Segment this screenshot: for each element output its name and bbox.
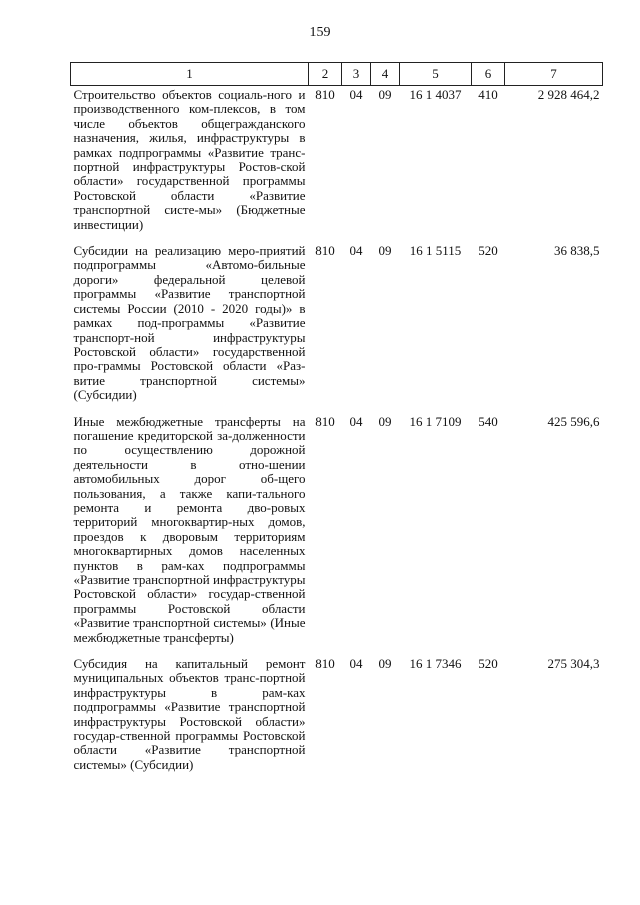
table-row: [71, 413, 603, 656]
column-header: 1: [71, 63, 309, 86]
amount: 2 928 464,2: [537, 87, 600, 102]
section-code: 04: [349, 656, 363, 672]
column-header: 2: [309, 63, 342, 86]
header-row: [71, 63, 603, 86]
expense-type-code: 540: [478, 413, 498, 429]
column-header: 7: [505, 63, 603, 86]
subsection-code: 09: [378, 243, 392, 259]
table-row: [71, 655, 603, 782]
target-article-code: 16 1 4037: [409, 87, 462, 102]
section-code: 04: [349, 243, 363, 259]
ministry-code: 810: [315, 243, 335, 259]
amount: 36 838,5: [554, 243, 600, 259]
ministry-code: 810: [315, 413, 335, 429]
ministry-code: 810: [315, 87, 335, 102]
subsection-code: 09: [378, 656, 392, 672]
target-article-code: 16 1 5115: [409, 243, 462, 259]
target-article-code: 16 1 7109: [409, 413, 462, 429]
amount: 425 596,6: [547, 413, 600, 429]
row-description: Субсидии на реализацию меро-приятий подпрограммы «Автомо-бильные дороги» федеральной целевой программы «Развитие транспортной системы России (2010 - 2020 годы)» в рамках под-программы «Развитие транспорт-ной инфраструктуры Ростовской области» государственной про-граммы Ростовской области «Раз-витие транспортной системы» (Субсидии): [73, 243, 306, 403]
row-description: Иные межбюджетные трансферты на погашение кредиторской за-долженности по осуществлению дорожной деятельности в отно-шении автомобильных дорог об-щего пользования, а также капи-тального ремонта и ремонта дво-ровых территорий многоквартир-ных домов, проездов к дворовым территориям многоквартирных домов населенных пунктов в рам-ках подпрограммы «Развитие транспортной инфраструктуры Ростовской области» государ-ственной программы Ростовской области «Развитие транспортной системы» (Иные межбюджетные трансферты): [73, 413, 306, 645]
section-code: 04: [349, 413, 363, 429]
column-header: 5: [400, 63, 472, 86]
column-header: 4: [371, 63, 400, 86]
table-row: [71, 86, 603, 243]
section-code: 04: [349, 87, 363, 102]
budget-table: [70, 62, 603, 782]
subsection-code: 09: [378, 87, 392, 102]
ministry-code: 810: [315, 656, 335, 672]
column-header: 6: [472, 63, 505, 86]
table-row: [71, 242, 603, 412]
row-description: Строительство объектов социаль-ного и производственного ком-плексов, в том числе объектов общегражданского назначения, жилья, инфраструктуры в рамках подпрограммы «Развитие транс-портной инфраструктуры Ростов-ской области» государственной программы Ростовской области «Развитие транспортной систе-мы» (Бюджетные инвестиции): [73, 87, 306, 232]
target-article-code: 16 1 7346: [409, 656, 462, 672]
row-description: Субсидия на капитальный ремонт муниципальных объектов транс-портной инфраструктуры в рам-ках подпрограммы «Развитие транспортной инфраструктуры Ростовской области» государ-ственной программы Ростовской области «Развитие транспортной системы» (Субсидии): [73, 656, 306, 772]
expense-type-code: 520: [478, 243, 498, 259]
expense-type-code: 520: [478, 656, 498, 672]
subsection-code: 09: [378, 413, 392, 429]
page-number: 159: [309, 25, 331, 40]
amount: 275 304,3: [547, 656, 600, 672]
expense-type-code: 410: [478, 87, 498, 102]
column-header: 3: [342, 63, 371, 86]
